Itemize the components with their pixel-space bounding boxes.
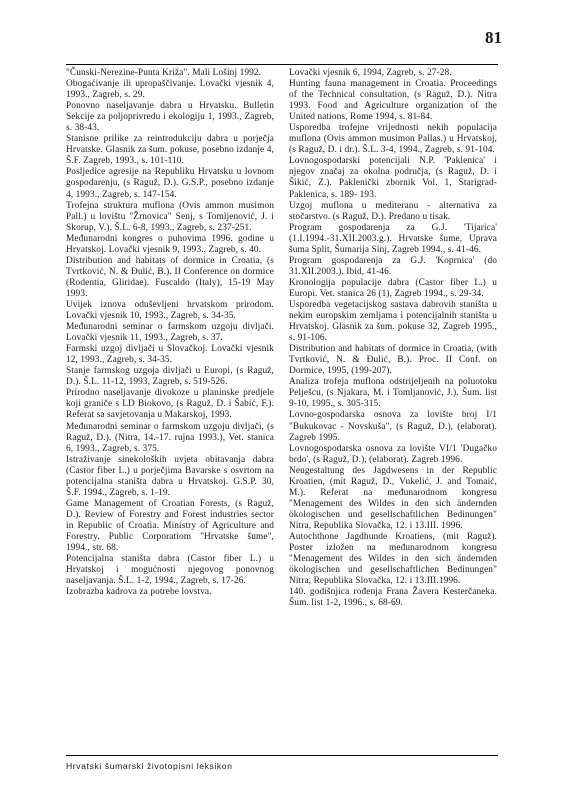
bibliography-entry: Usporedba trofejne vrijednosti nekih populacija muflona (Ovis ammon musimon Pallas.) u Hrvatskoj, (s Raguž, D. i dr.). Š.L. 3-4, 1994., Zagreb, s. 91-104. — [289, 123, 497, 156]
bibliography-entry: Usporedba vegetacijskog sastava dabrovih staništa u nekim europskim zemljama i potencijalnih staništa u Hrvatskoj. Glasnik za šum. pokuse 32, Zagreb 1995., s. 91-106. — [289, 299, 497, 344]
bibliography-entry: Program gospodarenja za G.J. 'Koprnica' (do 31.XII.2003.). Ibid, 41-46. — [289, 255, 497, 277]
bibliography-entry: 140. godišnjica rođenja Frana Žavera Kesterčaneka. Šum. list 1-2, 1996., s. 68-69. — [289, 587, 497, 609]
bibliography-entry: Kronologija populacije dabra (Castor fiber L.) u Europi. Vet. stanica 26 (1), Zagreb 1994., s. 29-34. — [289, 277, 497, 299]
page-number: 81 — [485, 28, 502, 47]
header-rule — [66, 64, 498, 65]
bibliography-entry: Posljedice agresije na Republiku Hrvatsku u lovnom gospodarenju, (s Raguž, D.). G.S.P., posebno izdanje 4, 1993., Zagreb, s. 147-154. — [66, 167, 274, 200]
bibliography-entry: Lovački vjesnik 6, 1994, Zagreb, s. 27-28. — [289, 68, 452, 78]
footer-rule — [66, 755, 498, 756]
bibliography-entry: Ponovno naseljavanje dabra u Hrvatsku. Bulletin Sekcije za poljoprivredu i ekologiju 1, 1993., Zagreb, s. 38-43. — [66, 101, 274, 134]
bibliography-entry: Analiza trofeja muflona odstrijeljenih na poluotoku Pelješcu, (s Njakara, M. i Tomljanović, J.). Šum. list 9-10, 1995., s. 305-315. — [289, 377, 497, 410]
bibliography-entry: Istraživanje sinekoloških uvjeta obitavanja dabra (Castor fiber L.) u porječjima Bavarske s osvrtom na potencijalna staništa dabra u Hrvatskoj. G.S.P. 30, Š.F. 1994., Zagreb, s. 1-19. — [66, 454, 274, 498]
bibliography-entry: Lovnogospodarska osnova za lovište VI/1 'Dugačko brdo', (s Raguž, D.), (elaborat). Zagreb 1996. — [289, 443, 497, 465]
bibliography-entry: Uvijek iznova oduševljeni hrvatskom prirodom. Lovački vjesnik 10, 1993., Zagreb, s. 34-35. — [66, 299, 274, 322]
footer-title: Hrvatski šumarski životopisni leksikon — [66, 761, 233, 771]
bibliography-entry: Hunting fauna management in Croatia. Proceedings of the Technical consultation, (s Raguž, D.). Nitra 1993. Food and Agriculture organization of the United nations, Rome 1994, s. 81-84. — [289, 79, 497, 123]
bibliography-entry: Distribution and habitats of dormice in Croatia, (with Tvrtković, N. & Đulić, B.). Proc. II Conf. on Dormice, 1995, (199-207). — [289, 344, 497, 377]
bibliography-entry: Farmski uzgoj divljači u Slovačkoj. Lovački vjesnik 12, 1993., Zagreb, s. 34-35. — [66, 344, 274, 366]
bibliography-entry: Program gospodarenja za G.J. 'Tijarica' (1.I.1994.-31.XII.2003.g.). Hrvatske šume, Uprava šuma Split, Šumarija Sinj, Zagreb 1994., s. 41-46. — [289, 222, 497, 255]
bibliography-entry: Autochthone Jagdhunde Kroatiens, (mit Raguž). Poster izložen na međunarodnom kongresu "Menagement des Wildes in den sich ändernden ökologischen und gesellschaftlichen Bedinungen" Nitra, Republika Slovačka, 12. i 13.III.1996. — [289, 531, 497, 587]
bibliography-entry: Prirodno naseljavanje divokoze u planinske predjele koji graniče s LD Biokovo, (s Raguž, D. i Šabić, F.). Referat sa savjetovanja u Makarskoj, 1993. — [66, 388, 274, 421]
bibliography-entry: Neugestaltung des Jagdwesens in der Republic Kroatien, (mit Raguž, D., Vukelić, J. and Tomaić, M.). Referat na međunarodnom kongresu "Menagement des Wildes in den sich ändernden ökologischen und gesellschaftlichen Bedinungen" Nitra, Republika Slovačka, 12. i 13.III. 1996. — [289, 465, 497, 531]
bibliography-entry: Lovno-gospodarska osnova za lovište broj I/1 "Bukukovac - Novskuša", (s Raguž, D.), (elaborat). Zagreb 1995. — [289, 410, 497, 443]
bibliography-entry: Uzgoj muflona u mediteranu - alternativa za stočarstvo. (s Raguž, D.). Predano u tisak. — [289, 200, 497, 222]
bibliography-entry: Trofejna struktura muflona (Ovis ammon musimon Pall.) u lovištu "Žrnovica" Senj, s Tomljenović, J. i Skorup, V.). Š.L. 6-8, 1993., Zagreb, s. 237-251. — [66, 200, 274, 233]
bibliography-entry: Stanje farmskog uzgoja divljači u Europi, (s Raguž, D.). Š.L. 11-12, 1993, Zagreb, s. 519-526. — [66, 366, 274, 388]
bibliography-entry: Stanisne prilike za reintrodukciju dabra u porječja Hrvatske. Glasnik za šum. pokuse, posebno izdanje 4, Š.F. Zagreb, 1993., s. 101-110. — [66, 134, 274, 167]
bibliography-entry: Obogaćivanje ili upropaščivanje. Lovački vjesnik 4, 1993., Zagreb, s. 29. — [66, 79, 274, 101]
bibliography-entry: Međunarodni seminar o farmskom uzgoju divljači. Lovački vjesnik 11, 1993., Zagreb, s. 37. — [66, 322, 274, 344]
bibliography-entry: Izobrazba kadrova za potrebe lovstva. — [66, 587, 212, 598]
bibliography-entry: Potencijalna staništa dabra (Castor fiber L.) u Hrvatskoj i mogućnosti njegovog ponovnog naseljavanja. Š.L. 1-2, 1994., Zagreb, s. 17-26. — [66, 554, 274, 587]
bibliography-entry: Međunarodni kongres o puhovima 1996. godine u Hrvatskoj. Lovački vjesnik 9, 1993., Zagreb, s. 40. — [66, 233, 274, 255]
bibliography-entry: Međunarodni seminar o farmskom uzgoju divljači, (s Raguž, D.). (Nitra, 14.-17. rujna 1993.), Vet. stanica 6, 1993., Zagreb, s. 375. — [66, 421, 274, 454]
right-column — [289, 68, 497, 609]
bibliography-entry: Distribution and habitats of dormice in Croatia, (s Tvrtković, N. & Đulić, B.). II Conference on dormice (Rodentia, Gliridae). Fuscaldo (Italy), 15-19 May 1993. — [66, 255, 274, 299]
bibliography-entry: "Čunski-Nerezine-Punta Križa". Mali Lošinj 1992. — [66, 68, 262, 78]
bibliography-entry: Lovnogospodarski potencijali N.P. 'Paklenica' i njegov značaj za okolna područja, (s Raguž, D. i Šikić, Z.). Paklenički zbornik Vol. 1, Starigrad-Paklenica, s. 189- 193. — [289, 156, 497, 200]
bibliography-entry: Game Management of Croatian Forests, (s Raguž, D.). Review of Forestry and Forest industries sector in Republic of Croatia. Ministry of Agriculture and Forestry. Public Corporatiom "Hrvatske šume", 1994., str. 68. — [66, 498, 274, 554]
left-column — [66, 68, 274, 598]
